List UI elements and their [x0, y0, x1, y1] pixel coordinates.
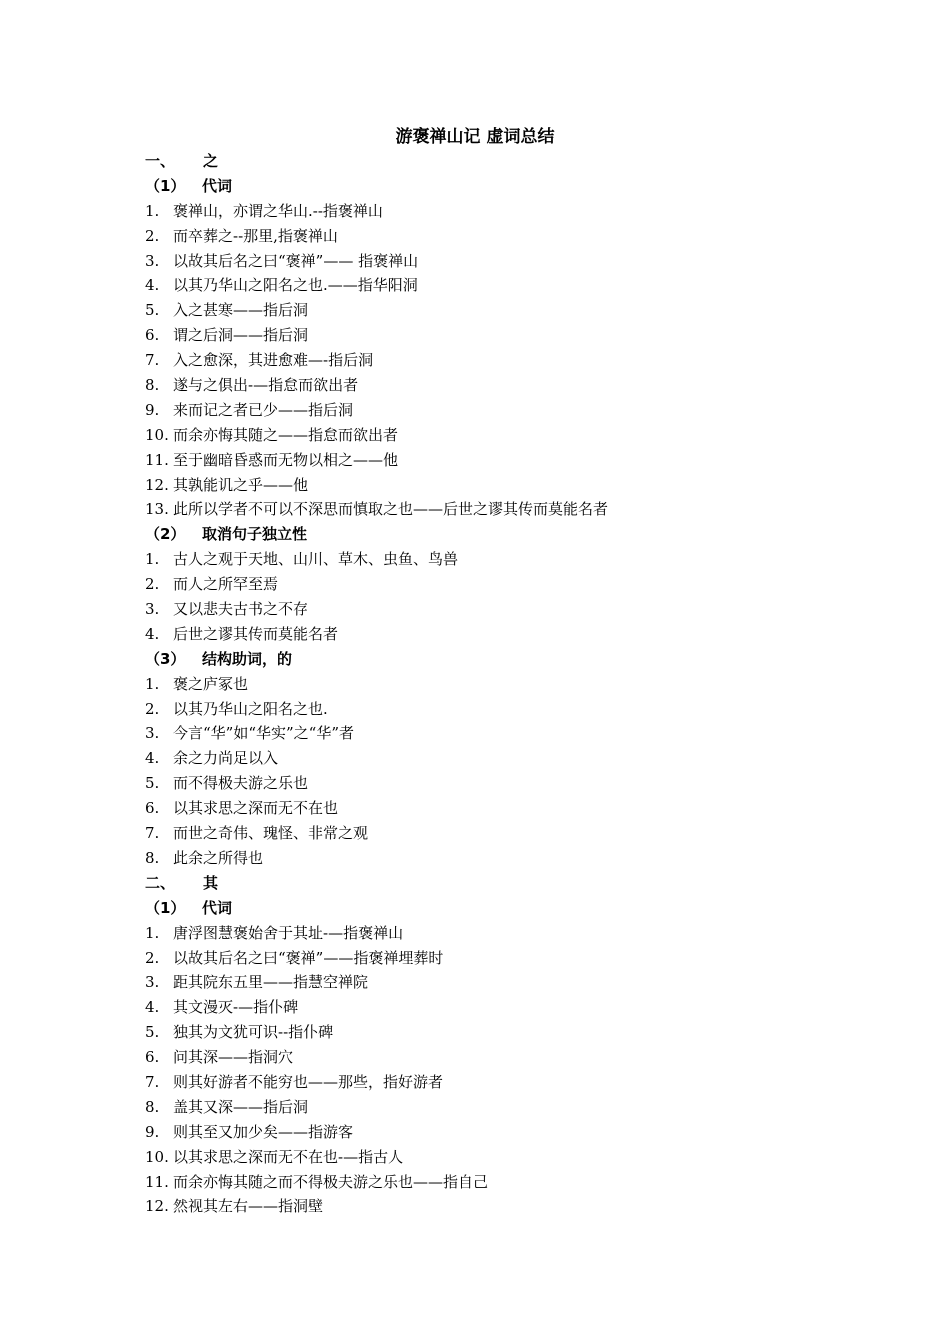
list-item-number: 7.	[145, 351, 160, 370]
section-number: 二、	[145, 873, 176, 892]
list-item-number: 11.	[145, 1172, 169, 1191]
list-item	[145, 373, 845, 398]
list-item	[145, 746, 845, 771]
list-item-number: 5.	[145, 1023, 160, 1042]
list-item	[145, 796, 845, 821]
list-item	[145, 1120, 845, 1145]
list-item-number: 3.	[145, 973, 160, 992]
list-item-text: 谓之后洞——指后洞	[173, 326, 309, 345]
list-item-text: 而卒葬之--那里,指褒禅山	[173, 226, 338, 245]
list-item-number: 4.	[145, 749, 160, 768]
list-item-text: 以其乃华山之阳名之也.——指华阳洞	[173, 276, 418, 295]
subsection-heading	[145, 522, 845, 547]
list-item-text: 则其至又加少矣——指游客	[173, 1122, 354, 1141]
list-item-number: 9.	[145, 400, 160, 419]
list-item	[145, 921, 845, 946]
list-item-text: 问其深——指洞穴	[173, 1048, 294, 1067]
list-item-number: 4.	[145, 998, 160, 1017]
list-item-number: 8.	[145, 376, 160, 395]
subsection-number: （3）	[145, 649, 186, 668]
list-item-number: 6.	[145, 326, 160, 345]
list-item-text: 则其好游者不能穷也——那些，指好游者	[173, 1072, 444, 1091]
list-item-text: 而余亦悔其随之而不得极夫游之乐也——指自己	[173, 1172, 489, 1191]
list-item-number: 1.	[145, 201, 160, 220]
document-title: 游褒禅山记 虚词总结	[395, 127, 555, 147]
list-item-text: 然视其左右——指洞壁	[173, 1197, 324, 1216]
list-item-number: 9.	[145, 1122, 160, 1141]
list-item-text: 其文漫灭-—指仆碑	[173, 998, 299, 1017]
list-item-text: 今言“华”如“华实”之“华”者	[173, 724, 355, 743]
subsection-number: （2）	[145, 525, 186, 544]
subsection-number: （1）	[145, 898, 186, 917]
list-item-number: 7.	[145, 824, 160, 843]
list-item-text: 至于幽暗昏惑而无物以相之——他	[173, 450, 399, 469]
list-item-text: 而世之奇伟、瑰怪、非常之观	[173, 824, 369, 843]
list-item	[145, 1045, 845, 1070]
list-item-number: 11.	[145, 450, 169, 469]
list-item-number: 6.	[145, 1048, 160, 1067]
list-item-number: 1.	[145, 674, 160, 693]
list-item-text: 褒禅山，亦谓之华山.--指褒禅山	[173, 201, 383, 220]
list-item-text: 以其求思之深而无不在也-—指古人	[173, 1147, 404, 1166]
list-item	[145, 473, 845, 498]
list-item-text: 以故其后名之曰“褒禅”——指褒禅埋葬时	[173, 948, 444, 967]
list-item	[145, 597, 845, 622]
list-item-text: 入之愈深，其进愈难—-指后洞	[173, 351, 374, 370]
list-item-number: 5.	[145, 774, 160, 793]
section-title: 之	[203, 152, 219, 170]
subsection-number: （1）	[145, 176, 186, 195]
list-item-text: 后世之谬其传而莫能名者	[173, 624, 339, 643]
list-item-text: 以故其后名之曰“褒禅”—— 指褒禅山	[173, 251, 419, 270]
list-item-number: 12.	[145, 475, 169, 494]
list-item-number: 12.	[145, 1197, 169, 1216]
subsection-heading	[145, 647, 845, 672]
list-item-number: 2.	[145, 948, 160, 967]
subsection-heading	[145, 174, 845, 199]
list-item-text: 其孰能讥之乎——他	[173, 475, 309, 494]
list-item	[145, 273, 845, 298]
list-item-number: 2.	[145, 699, 160, 718]
section-title: 其	[203, 873, 219, 892]
list-item-number: 1.	[145, 550, 160, 569]
list-item-number: 8.	[145, 848, 160, 867]
list-item	[145, 497, 845, 522]
list-item	[145, 672, 845, 697]
section-heading	[145, 871, 845, 896]
list-item-text: 唐浮图慧褒始舍于其址-—指褒禅山	[173, 923, 404, 942]
list-item-number: 4.	[145, 276, 160, 295]
list-item-number: 5.	[145, 301, 160, 320]
list-item	[145, 298, 845, 323]
list-item	[145, 199, 845, 224]
subsection-title: 代词	[202, 898, 233, 917]
list-item-number: 3.	[145, 251, 160, 270]
list-item-text: 此所以学者不可以不深思而慎取之也——后世之谬其传而莫能名者	[173, 500, 609, 519]
document-body	[145, 149, 845, 1219]
list-item-number: 2.	[145, 226, 160, 245]
list-item-text: 入之甚寒——指后洞	[173, 301, 309, 320]
list-item	[145, 348, 845, 373]
list-item	[145, 970, 845, 995]
list-item	[145, 547, 845, 572]
list-item-text: 盖其又深——指后洞	[173, 1097, 309, 1116]
list-item-number: 3.	[145, 600, 160, 619]
list-item	[145, 323, 845, 348]
subsection-title: 结构助词，的	[202, 649, 293, 668]
list-item-number: 7.	[145, 1072, 160, 1091]
list-item	[145, 1194, 845, 1219]
list-item-number: 2.	[145, 575, 160, 594]
list-item-text: 此余之所得也	[173, 848, 264, 867]
section-number: 一、	[145, 152, 176, 170]
list-item-text: 独其为文犹可识--指仆碑	[173, 1023, 334, 1042]
list-item	[145, 622, 845, 647]
subsection-title: 代词	[202, 176, 233, 195]
list-item-number: 1.	[145, 923, 160, 942]
list-item-text: 遂与之俱出-—指怠而欲出者	[173, 376, 359, 395]
list-item	[145, 995, 845, 1020]
list-item	[145, 1170, 845, 1195]
list-item-text: 而不得极夫游之乐也	[173, 774, 309, 793]
list-item	[145, 946, 845, 971]
list-item	[145, 1070, 845, 1095]
list-item	[145, 1095, 845, 1120]
list-item	[145, 697, 845, 722]
list-item-text: 又以悲夫古书之不存	[173, 600, 309, 619]
list-item	[145, 721, 845, 746]
list-item	[145, 846, 845, 871]
subsection-heading	[145, 896, 845, 921]
list-item	[145, 1145, 845, 1170]
list-item	[145, 821, 845, 846]
list-item-number: 8.	[145, 1097, 160, 1116]
list-item-number: 4.	[145, 624, 160, 643]
list-item-number: 3.	[145, 724, 160, 743]
list-item-text: 而余亦悔其随之——指怠而欲出者	[173, 425, 399, 444]
list-item	[145, 224, 845, 249]
list-item	[145, 398, 845, 423]
list-item	[145, 249, 845, 274]
list-item-text: 古人之观于天地、山川、草木、虫鱼、鸟兽	[173, 550, 459, 569]
list-item-number: 10.	[145, 425, 169, 444]
list-item	[145, 423, 845, 448]
list-item-number: 13.	[145, 500, 169, 519]
section-heading	[145, 149, 845, 174]
list-item-text: 以其求思之深而无不在也	[173, 799, 339, 818]
list-item-number: 10.	[145, 1147, 169, 1166]
list-item	[145, 771, 845, 796]
list-item	[145, 448, 845, 473]
list-item-number: 6.	[145, 799, 160, 818]
list-item	[145, 1020, 845, 1045]
list-item	[145, 572, 845, 597]
list-item-text: 褒之庐冢也	[173, 674, 249, 693]
list-item-text: 余之力尚足以入	[173, 749, 279, 768]
list-item-text: 来而记之者已少——指后洞	[173, 400, 354, 419]
list-item-text: 而人之所罕至焉	[173, 575, 279, 594]
list-item-text: 距其院东五里——指慧空禅院	[173, 973, 369, 992]
subsection-title: 取消句子独立性	[202, 525, 308, 544]
list-item-text: 以其乃华山之阳名之也.	[173, 699, 328, 718]
